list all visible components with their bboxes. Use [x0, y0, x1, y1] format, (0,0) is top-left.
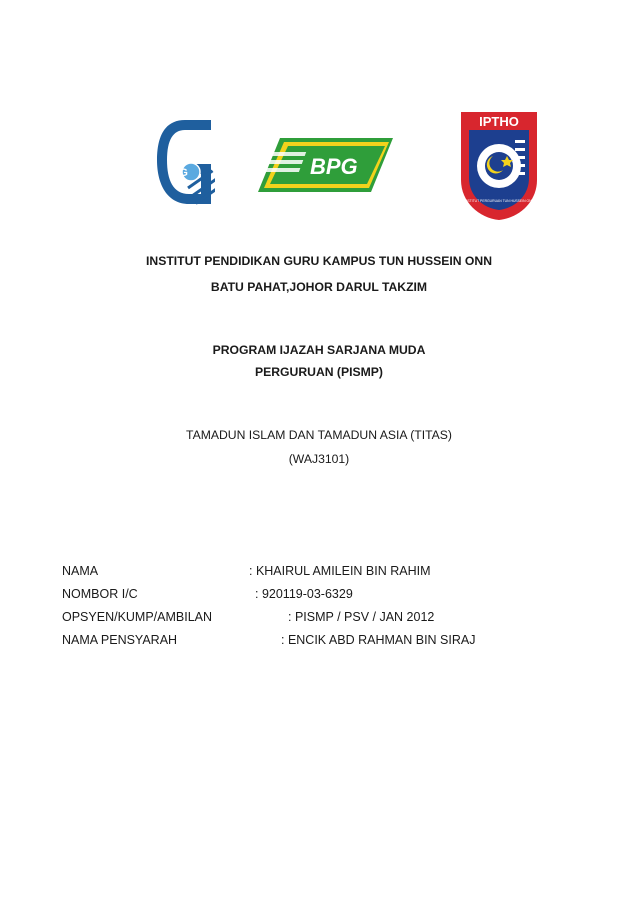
institute-line-2: BATU PAHAT,JOHOR DARUL TAKZIM [210, 280, 428, 294]
info-value: : 920119-03-6329 [255, 587, 353, 601]
course-title: TAMADUN ISLAM DAN TAMADUN ASIA (TITAS) [186, 428, 452, 442]
ipg-logo [155, 118, 215, 212]
info-label: NOMBOR I/C [62, 587, 138, 601]
ipg-logo-text: iPG [169, 167, 188, 179]
iptho-logo [455, 110, 543, 222]
info-value: : ENCIK ABD RAHMAN BIN SIRAJ [281, 633, 476, 647]
info-label: OPSYEN/KUMP/AMBILAN [62, 610, 213, 624]
bpg-logo [258, 136, 393, 194]
bpg-logo-text: BPG [310, 154, 358, 179]
info-value: : KHAIRUL AMILEIN BIN RAHIM [249, 564, 431, 578]
institute-line-1: INSTITUT PENDIDIKAN GURU KAMPUS TUN HUSSEIN ONN [146, 254, 492, 268]
info-label: NAMA [62, 564, 99, 578]
program-line-2: PERGURUAN (PISMP) [255, 365, 383, 379]
program-line-1: PROGRAM IJAZAH SARJANA MUDA [212, 343, 426, 357]
iptho-ring-text: INSTITUT PERGURUAN TUN HUSSEIN ONN [463, 199, 535, 203]
iptho-logo-text: IPTHO [479, 114, 519, 129]
info-label: NAMA PENSYARAH [62, 633, 178, 647]
course-code: (WAJ3101) [288, 452, 350, 466]
info-value: : PISMP / PSV / JAN 2012 [288, 610, 435, 624]
logo-strip [0, 100, 638, 230]
